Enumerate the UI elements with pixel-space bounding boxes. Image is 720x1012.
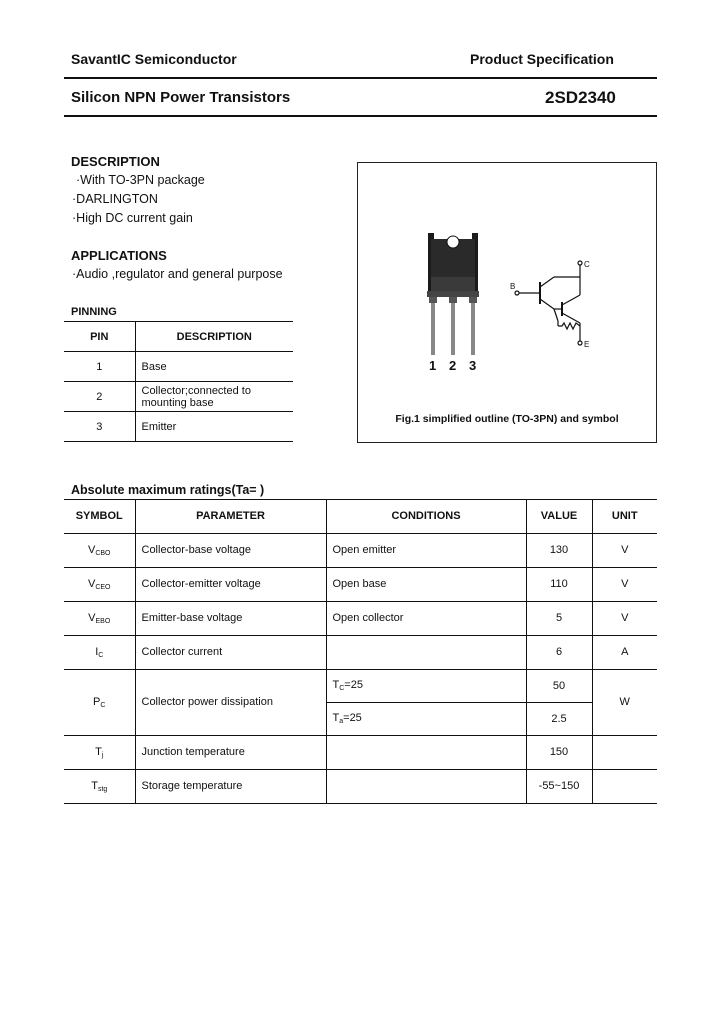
table-row [64,567,657,601]
description-item: ·DARLINGTON [72,192,158,206]
symbol-cell: $P_C$ [64,669,135,735]
table-header-row [64,499,657,533]
conditions-cell [326,769,526,803]
product-line: Silicon NPN Power Transistors [71,89,291,106]
unit-cell [592,769,657,803]
conditions-cell [326,735,526,769]
table-row [64,533,657,567]
unit-cell: V [621,544,629,556]
applications-title: APPLICATIONS [71,248,167,263]
value-cell: 5 [526,601,592,635]
conditions-cell: Open collector [326,601,526,635]
description-title: DESCRIPTION [71,154,160,169]
value-cell: 110 [526,567,592,601]
pinning-title: PINNING [71,306,117,318]
table-row [64,382,293,412]
description-header: DESCRIPTION [176,330,252,343]
pin-header: PIN [64,322,135,352]
unit-cell: V [621,612,629,624]
value-cell: -55~150 [526,769,592,803]
pin-number: 1 [64,352,135,382]
value-cell: 6 [526,635,592,669]
table-row [64,735,657,769]
collector-terminal [578,261,582,265]
symbol-cell: $I_C$ [64,635,135,669]
header-rule-top [64,77,657,79]
figure-caption: Fig.1 simplified outline (TO-3PN) and symbol [395,413,619,425]
lead-1 [431,303,435,355]
table-row [64,669,657,702]
parameter-cell: Collector power dissipation [135,669,326,735]
value-cell: 150 [526,735,592,769]
symbol-cell: $V_{CEO}$ [64,567,135,601]
symbol-cell: $T_j$ [64,735,135,769]
value-header: VALUE [526,499,592,533]
base-label: B [510,282,516,291]
symbol-header: SYMBOL [64,499,135,533]
figure-box [357,162,657,443]
pin-number: 3 [64,412,135,442]
pin-description: Emitter [141,420,177,433]
pin-description: Collector;connected to mounting base [141,384,251,409]
unit-cell: A [621,646,629,658]
unit-header: UNIT [611,509,638,522]
doc-type: Product Specification [470,51,614,67]
parameter-header: PARAMETER [135,499,326,533]
value-cell: 50 [526,669,592,702]
parameter-cell: Emitter-base voltage [135,601,326,635]
pinning-table [64,321,293,442]
part-number: 2SD2340 [545,88,616,107]
value-cell: 130 [526,533,592,567]
table-row [64,769,657,803]
lead-2 [451,303,455,355]
symbol-cell: $T_{stg}$ [64,769,135,803]
ratings-top-rule [64,499,657,500]
conditions-cell [326,635,526,669]
description-item: ·With TO-3PN package [76,173,205,187]
table-row [64,352,293,382]
table-row [64,412,293,442]
unit-cell [592,735,657,769]
table-row [64,601,657,635]
pin-number: 2 [64,382,135,412]
table-row [64,635,657,669]
value-cell: 2.5 [526,702,592,735]
parameter-cell: Collector current [135,635,326,669]
emitter-label: E [584,340,590,349]
conditions-cell: Open base [326,567,526,601]
parameter-cell: Storage temperature [135,769,326,803]
company-name: SavantIC Semiconductor [71,51,237,67]
package-outline-image [358,163,658,403]
lead-number-2: 2 [449,358,457,373]
unit-cell: V [621,578,629,590]
lead-3 [471,303,475,355]
ratings-table [64,499,657,804]
darlington-symbol [515,261,582,345]
lead-number-3: 3 [469,358,477,373]
symbol-cell: $V_{EBO}$ [64,601,135,635]
conditions-cell: $T_a=25$ [326,702,526,735]
table-header-row [64,322,293,352]
lead-number-1: 1 [429,358,437,373]
parameter-cell: Collector-base voltage [135,533,326,567]
applications-item: ·Audio ,regulator and general purpose [72,267,283,281]
unit-cell: W [619,696,630,708]
ratings-title: Absolute maximum ratings(Ta= ) [71,483,265,497]
mounting-hole [447,236,459,248]
collector-label: C [584,260,590,269]
parameter-cell: Junction temperature [135,735,326,769]
conditions-cell: Open emitter [326,533,526,567]
base-terminal [515,291,519,295]
symbol-cell: $V_{CBO}$ [64,533,135,567]
pin-description: Base [141,360,167,373]
conditions-header: CONDITIONS [326,499,526,533]
conditions-cell: $T_C=25$ [326,669,526,702]
emitter-terminal [578,341,582,345]
description-item: ·High DC current gain [72,211,193,225]
parameter-cell: Collector-emitter voltage [135,567,326,601]
header-rule-bottom [64,115,657,117]
